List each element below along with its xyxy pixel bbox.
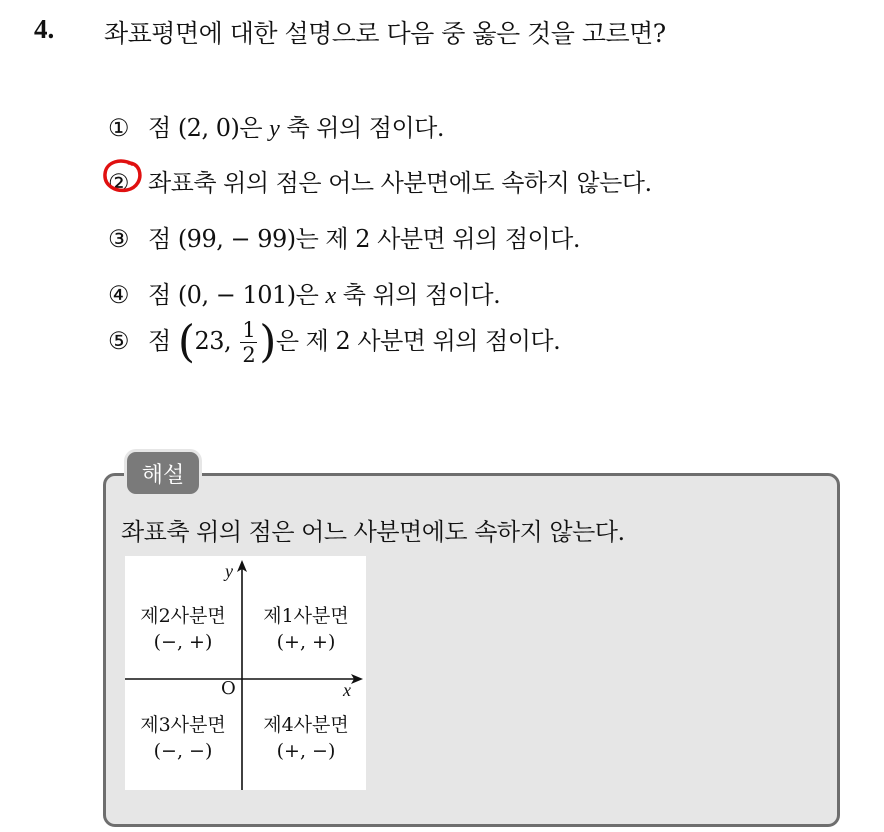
choice-text: 점 (99, − 99)는 제 2 사분면 위의 점이다. [148,225,580,253]
explanation-badge: 해설 [127,452,199,494]
quadrant-1 [249,603,363,655]
question-text: 좌표평면에 대한 설명으로 다음 중 옳은 것을 고르면? [104,19,666,48]
y-axis-label: y [225,561,233,581]
choice-5[interactable] [108,318,560,367]
choice-3[interactable] [108,219,580,254]
axis-variable: y [269,116,280,142]
choice-2[interactable] [108,163,652,198]
left-paren: ( [177,316,195,368]
choice-4[interactable] [108,275,500,310]
right-paren: ) [259,316,276,368]
explanation-text: 좌표축 위의 점은 어느 사분면에도 속하지 않는다. [121,518,625,546]
x-axis-label: x [343,680,351,700]
quadrant-name: 제3사분면 [140,714,226,736]
choice-text-pre: 점 [148,327,171,355]
choice-number: ③ [108,225,130,253]
point-x: 23, [194,327,232,355]
quadrant-sign: (−, +) [153,631,213,653]
quadrant-name: 제2사분면 [140,605,226,627]
choice-text-post: 축 위의 점이다. [286,114,444,142]
fraction-denominator: 2 [242,343,256,367]
quadrant-4 [249,712,363,764]
quadrant-3 [129,712,237,764]
quadrant-sign: (+, −) [276,740,336,762]
choice-1[interactable] [108,108,444,143]
origin-label: O [221,678,236,699]
choice-text: 좌표축 위의 점은 어느 사분면에도 속하지 않는다. [148,169,652,197]
answer-circle-mark [102,159,143,193]
quadrant-name: 제1사분면 [263,605,349,627]
question-number: 4. [34,14,55,44]
choice-text-pre: 점 (2, 0)은 [148,114,263,142]
fraction-numerator: 1 [242,318,256,342]
choice-text-post: 은 제 2 사분면 위의 점이다. [275,327,561,355]
quadrant-name: 제4사분면 [263,714,349,736]
quadrant-sign: (+, +) [276,631,336,653]
axis-variable: x [325,283,336,309]
choice-number: ② [108,169,130,197]
fraction [240,318,257,367]
choice-number: ⑤ [108,327,130,355]
choice-text-pre: 점 (0, − 101)은 [148,281,319,309]
choice-number: ① [108,114,130,142]
choice-text-post: 축 위의 점이다. [342,281,501,309]
quadrant-sign: (−, −) [153,740,213,762]
quadrant-2 [129,603,237,655]
coordinate-plane-diagram [125,556,366,790]
choice-number: ④ [108,281,130,309]
